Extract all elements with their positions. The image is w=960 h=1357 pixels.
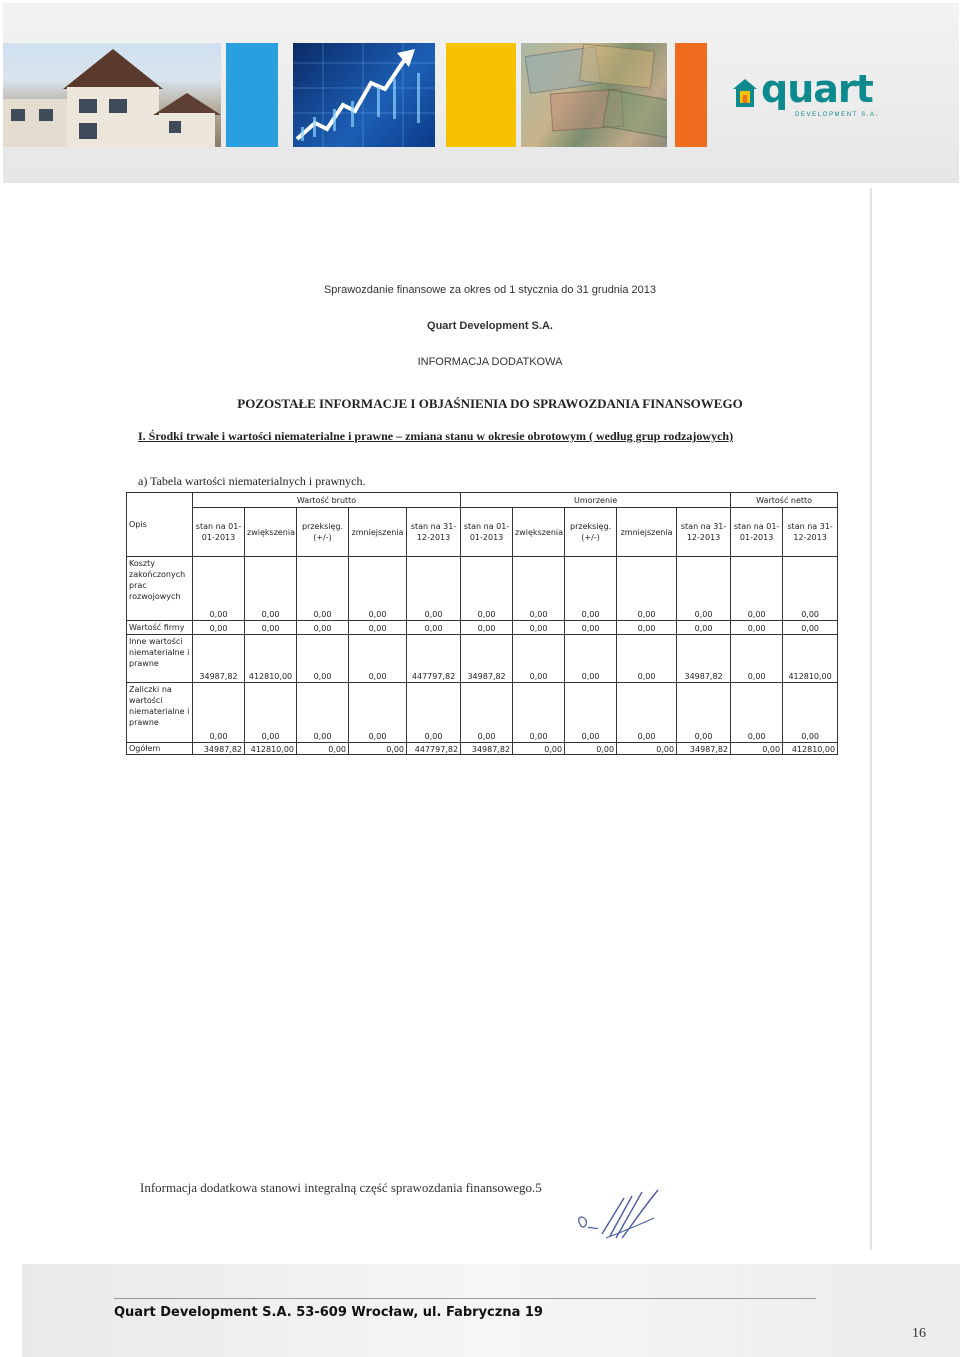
table-cell: 0,00 [349, 621, 407, 635]
table-cell: 412810,00 [245, 743, 297, 755]
table-cell: 0,00 [617, 635, 677, 683]
table-cell: 412810,00 [245, 635, 297, 683]
table-row [127, 557, 838, 621]
table-cell: 34987,82 [677, 635, 731, 683]
table-cell: 0,00 [731, 683, 783, 743]
table-cell: 0,00 [349, 557, 407, 621]
page-footer [22, 1264, 960, 1357]
yellow-tile [446, 43, 516, 147]
report-period-line: Sprawozdanie finansowe za okres od 1 stycznia do 31 grudnia 2013 [323, 284, 657, 296]
table-cell: 34987,82 [677, 743, 731, 755]
table-cell: 0,00 [461, 683, 513, 743]
table-cell: 0,00 [565, 743, 617, 755]
table-cell: 0,00 [461, 621, 513, 635]
table-cell: 34987,82 [461, 635, 513, 683]
page-number: 16 [912, 1326, 926, 1341]
row-label: Wartość firmy [127, 621, 193, 635]
table-cell: 0,00 [407, 621, 461, 635]
row-label: Koszty zakończonych prac rozwojowych [127, 557, 193, 621]
table-cell: 0,00 [297, 635, 349, 683]
table-cell: 34987,82 [193, 743, 245, 755]
table-cell: 0,00 [565, 635, 617, 683]
table-row [127, 621, 838, 635]
document-footnote: Informacja dodatkowa stanowi integralną część sprawozdania finansowego.5 [140, 1180, 542, 1195]
column-header: stan na 01-01-2013 [193, 508, 245, 557]
section-title: I. Środki trwałe i wartości niematerialne i prawne – zmiana stanu w okresie obrotowym ( według grup rodzajowych) [138, 429, 734, 443]
table-cell: 0,00 [617, 621, 677, 635]
scanned-document [110, 188, 872, 1250]
table-cell: 0,00 [297, 683, 349, 743]
table-cell: 34987,82 [193, 635, 245, 683]
table-cell: 0,00 [193, 557, 245, 621]
table-cell: 0,00 [349, 635, 407, 683]
table-cell: 0,00 [783, 557, 838, 621]
row-label: Inne wartości niematerialne i prawne [127, 635, 193, 683]
column-header: zwiększenia [245, 508, 297, 557]
column-header: stan na 01-01-2013 [731, 508, 783, 557]
table-cell: 0,00 [731, 621, 783, 635]
table-cell: 0,00 [731, 743, 783, 755]
table-cell: 0,00 [461, 557, 513, 621]
table-cell: 0,00 [407, 683, 461, 743]
column-header: zwiększenia [513, 508, 565, 557]
row-label: Ogółem [127, 743, 193, 755]
table-cell: 0,00 [565, 557, 617, 621]
column-header: stan na 31-12-2013 [783, 508, 838, 557]
document-heading: POZOSTAŁE INFORMACJE I OBJAŚNIENIA DO SPRAWOZDANIA FINANSOWEGO [237, 396, 743, 411]
logo-subtext: DEVELOPMENT S.A. [795, 112, 879, 118]
table-cell: 0,00 [677, 557, 731, 621]
table-cell: 0,00 [513, 743, 565, 755]
table-cell: 447797,82 [407, 743, 461, 755]
table-cell: 0,00 [783, 683, 838, 743]
group-header-gross: Wartość brutto [193, 493, 461, 508]
orange-tile [675, 43, 707, 147]
banknotes-photo [521, 43, 667, 147]
table-cell: 0,00 [349, 743, 407, 755]
table-cell: 0,00 [245, 557, 297, 621]
footer-divider [114, 1298, 816, 1299]
table-subtitle: a) Tabela wartości niematerialnych i prawnych. [138, 474, 366, 488]
column-header: stan na 01-01-2013 [461, 508, 513, 557]
table-cell: 0,00 [297, 743, 349, 755]
column-header: stan na 31-12-2013 [677, 508, 731, 557]
table-cell: 0,00 [513, 683, 565, 743]
opis-header: Opis [127, 493, 193, 557]
group-header-net: Wartość netto [731, 493, 838, 508]
house-photo [3, 43, 221, 147]
table-cell: 0,00 [297, 557, 349, 621]
table-cell: 0,00 [407, 557, 461, 621]
table-cell: 0,00 [565, 683, 617, 743]
table-row [127, 683, 838, 743]
column-header: stan na 31-12-2013 [407, 508, 461, 557]
table-cell: 0,00 [245, 621, 297, 635]
house-logo-icon [733, 79, 757, 107]
table-cell: 412810,00 [783, 635, 838, 683]
column-header: zmniejszenia [349, 508, 407, 557]
blue-tile [226, 43, 278, 147]
table-cell: 0,00 [193, 683, 245, 743]
table-cell: 0,00 [513, 557, 565, 621]
header-banner [3, 3, 959, 183]
table-cell: 0,00 [731, 557, 783, 621]
signature-icon [572, 1188, 672, 1246]
table-cell: 0,00 [193, 621, 245, 635]
intangible-assets-table [126, 492, 838, 755]
table-cell: 0,00 [245, 683, 297, 743]
table-row-total [127, 743, 838, 755]
table-cell: 0,00 [617, 683, 677, 743]
column-header: zmniejszenia [617, 508, 677, 557]
table-cell: 0,00 [677, 621, 731, 635]
table-cell: 447797,82 [407, 635, 461, 683]
column-header: przeksięg. (+/-) [297, 508, 349, 557]
table-row [127, 635, 838, 683]
table-cell: 0,00 [297, 621, 349, 635]
table-cell: 0,00 [565, 621, 617, 635]
table-cell: 412810,00 [783, 743, 838, 755]
quart-logo [733, 67, 883, 123]
table-cell: 0,00 [513, 635, 565, 683]
table-cell: 0,00 [677, 683, 731, 743]
logo-text: quart [761, 67, 873, 111]
table-cell: 0,00 [731, 635, 783, 683]
row-label: Zaliczki na wartości niematerialne i prawne [127, 683, 193, 743]
table-cell: 0,00 [783, 621, 838, 635]
group-header-depreciation: Umorzenie [461, 493, 731, 508]
column-header: przeksięg. (+/-) [565, 508, 617, 557]
company-name-line: Quart Development S.A. [427, 320, 553, 332]
table-cell: 0,00 [349, 683, 407, 743]
table-cell: 0,00 [617, 743, 677, 755]
table-cell: 0,00 [617, 557, 677, 621]
table-cell: 34987,82 [461, 743, 513, 755]
rising-arrow-icon [293, 43, 435, 147]
company-address: Quart Development S.A. 53-609 Wrocław, ul. Fabryczna 19 [114, 1305, 543, 1320]
table-cell: 0,00 [513, 621, 565, 635]
stock-chart-photo [293, 43, 435, 147]
additional-info-line: INFORMACJA DODATKOWA [417, 356, 563, 368]
